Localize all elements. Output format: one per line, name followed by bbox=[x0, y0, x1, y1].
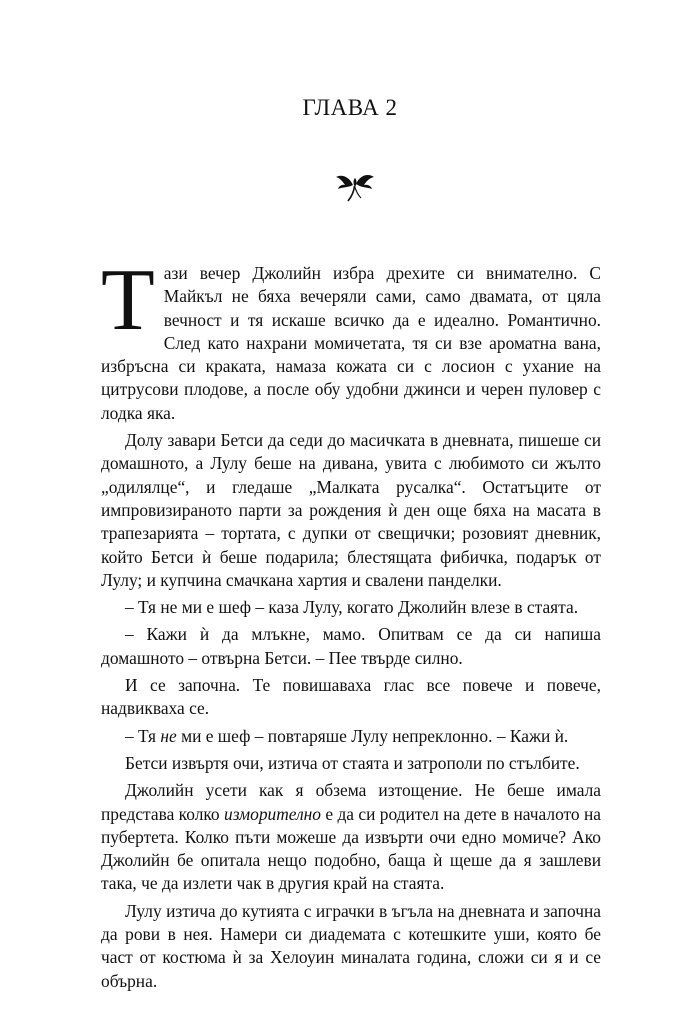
chapter-body bbox=[101, 252, 601, 993]
paragraph-text: Джолийн усети как я обзема изтощение. Не беше имала представа колко bbox=[101, 780, 601, 824]
paragraph-text: – Тя не ми е шеф – каза Лулу, когато Джолийн влезе в стаята. bbox=[125, 597, 579, 618]
chapter-title: ГЛАВА 2 bbox=[302, 95, 398, 120]
drop-cap: Т bbox=[101, 252, 155, 349]
paragraph bbox=[101, 252, 601, 425]
paragraph-text: ми е шеф – повтаряше Лулу непреклонно. – Кажи ѝ. bbox=[176, 725, 569, 746]
paragraph bbox=[101, 779, 601, 895]
paragraph bbox=[101, 674, 601, 721]
paragraph-text: е да си родител на дете в началото на пубертета. Колко пъти можеше да извърти очи едно момиче? Ако Джолийн бе опитала нещо подобно, баща ѝ щеше да я зашлеви така, че да излети чак в другия край на стаята. bbox=[101, 803, 601, 894]
paragraph-text: Бетси извъртя очи, изтича от стаята и затрополи по стълбите. bbox=[125, 752, 580, 773]
paragraph bbox=[101, 900, 601, 993]
paragraph bbox=[101, 596, 601, 619]
paragraph bbox=[101, 752, 601, 775]
paragraph-text: – Тя bbox=[125, 725, 161, 746]
emphasis-text: не bbox=[160, 725, 177, 746]
paragraph-text: Лулу изтича до кутията с играчки в ъгъла на дневната и започна да рови в нея. Намери си диадемата с котешките уши, която бе част от костюма ѝ за Хелоуин миналата година, сложи си я и се обърна. bbox=[101, 900, 601, 991]
paragraph bbox=[101, 623, 601, 670]
paragraph-text: – Кажи ѝ да млъкне, мамо. Опитвам се да си напиша домашното – отвърна Бетси. – Пее твърде силно. bbox=[101, 624, 601, 668]
leaf-branch-ornament-icon bbox=[335, 168, 375, 204]
paragraph-text: И се започна. Те повишаваха глас все повече и повече, надвикваха се. bbox=[101, 675, 601, 719]
emphasis-text: изморително bbox=[224, 803, 321, 824]
paragraph bbox=[101, 725, 601, 748]
paragraph-text: Долу завари Бетси да седи до масичката в дневната, пишеше си домашното, а Лулу беше на дивана, увита с любимото си жълто „одилялце“, и гледаше „Малката русалка“. Остатъците от импровизираното парти за рождения ѝ ден още бяха на масата в трапезарията – тортата, с дупки от свещички; розовият дневник, който Бетси ѝ беше подарила; блестящата фибичка, подарък от Лулу; и купчина смачкана хартия и свалени панделки. bbox=[101, 430, 601, 590]
paragraph-text: ази вечер Джолийн избра дрехите си внимателно. С Майкъл не бяха вечеряли сами, само двамата, от цяла вечност и тя искаше всичко да е идеално. Романтично. След като нахрани момичетата, тя си взе ароматна вана, избръсна си краката, намаза кожата си с лосион с ухание на цитрусови плодове, а после обу удобни джинси и черен пуловер с лодка яка. bbox=[101, 263, 601, 423]
paragraph bbox=[101, 429, 601, 592]
